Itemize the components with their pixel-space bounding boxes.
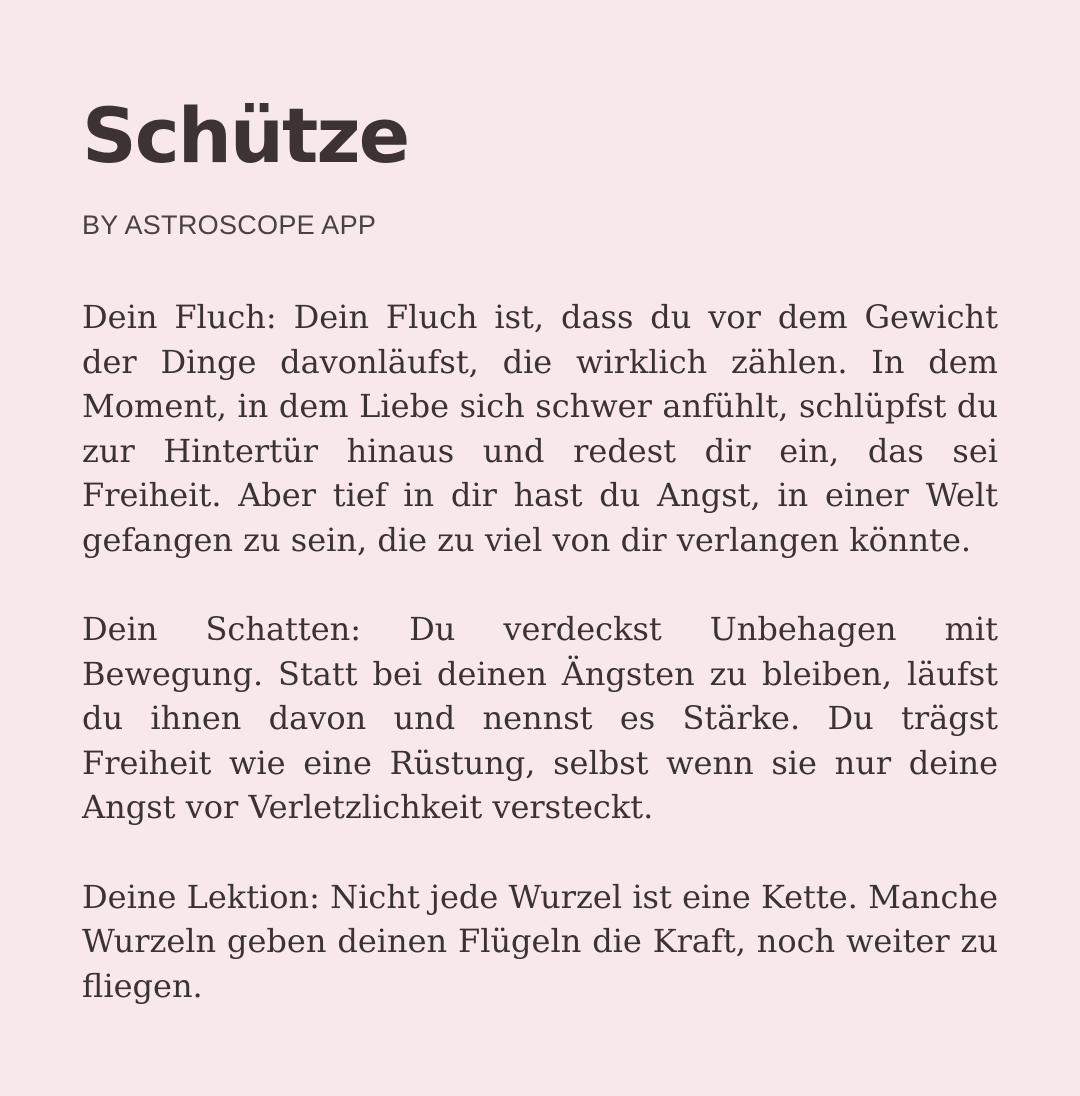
horoscope-body	[82, 295, 998, 1008]
byline: BY ASTROSCOPE APP	[82, 210, 377, 240]
paragraph-lesson: Deine Lektion: Nicht jede Wurzel ist eine Kette. Manche Wurzeln geben deinen Flügeln die Kraft, noch weiter zu fliegen.	[82, 877, 998, 1005]
paragraph-shadow: Dein Schatten: Du verdeckst Unbehagen mit Bewegung. Statt bei deinen Ängsten zu bleiben, läufst du ihnen davon und nennst es Stärke. Du trägst Freiheit wie eine Rüstung, selbst wenn sie nur deine Angst vor Verletzlichkeit versteckt.	[82, 610, 998, 826]
paragraph-curse: Dein Fluch: Dein Fluch ist, dass du vor dem Gewicht der Dinge davonläufst, die wirklich zählen. In dem Moment, in dem Liebe sich schwer anfühlt, schlüpfst du zur Hintertür hinaus und redest dir ein, das sei Freiheit. Aber tief in dir hast du Angst, in einer Welt gefangen zu sein, die zu viel von dir verlangen könnte.	[82, 298, 998, 559]
page-title: Schütze	[82, 91, 409, 180]
